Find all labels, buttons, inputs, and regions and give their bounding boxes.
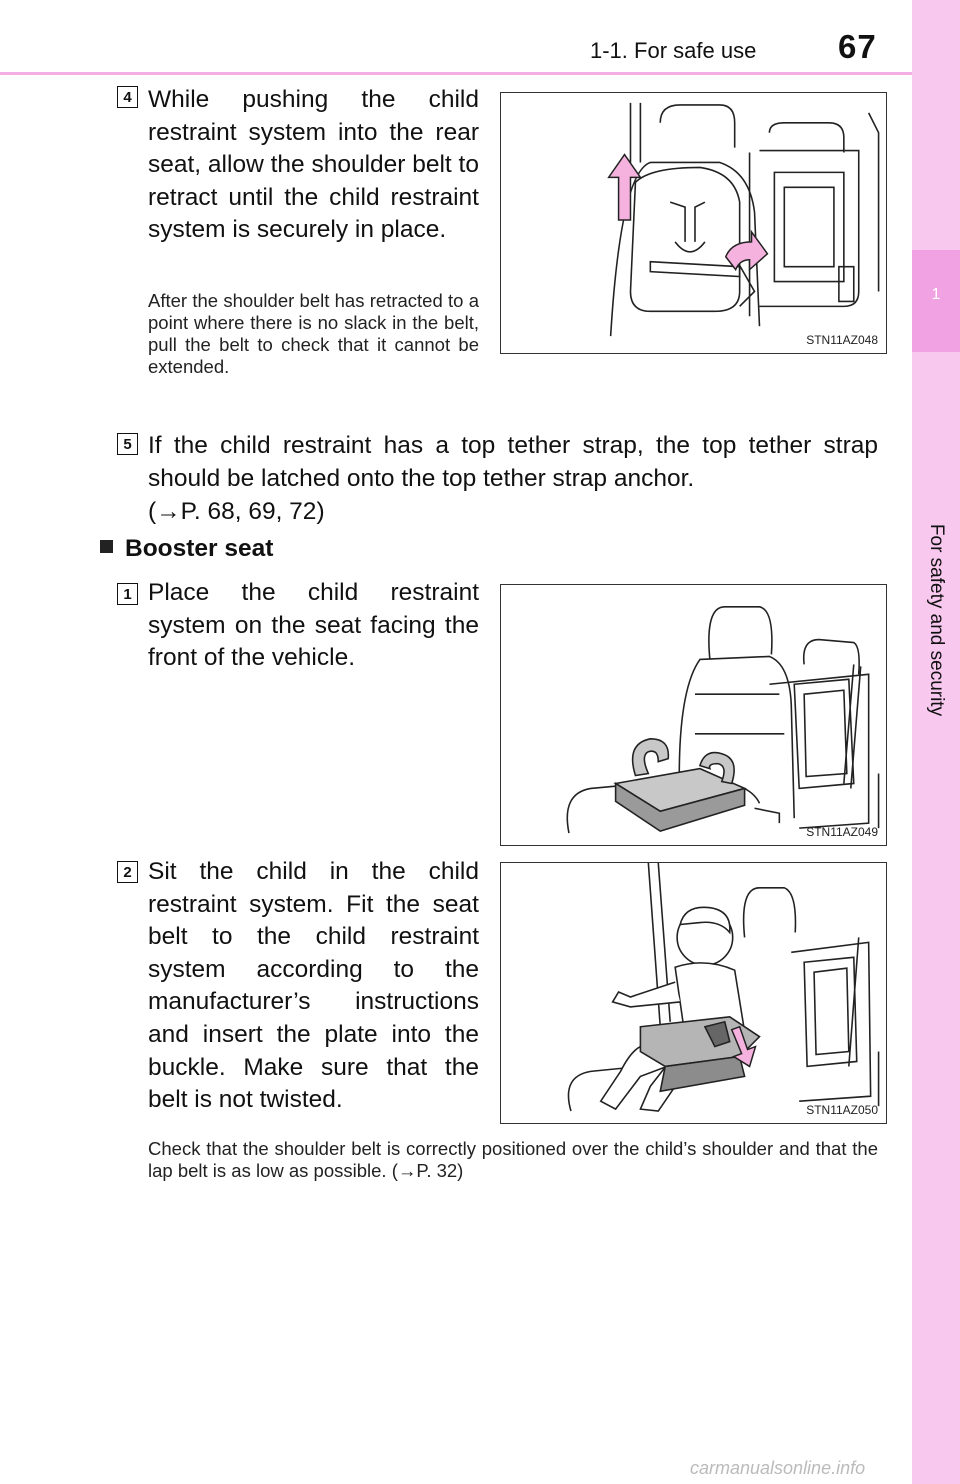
booster-note: Check that the shoulder belt is correctly positioned over the child’s shoulder and that the lap belt is as low as possible. (→P. 32) [148, 1138, 878, 1181]
figure-code: STN11AZ049 [806, 825, 878, 839]
watermark: carmanualsonline.info [690, 1458, 866, 1478]
chapter-side-tab [912, 0, 960, 1484]
child-figure-icon [601, 907, 760, 1111]
section-title: 1-1. For safe use [590, 38, 757, 63]
step-badge-5: 5 [117, 433, 138, 455]
step-4-text: While pushing the child restraint system into the rear seat, allow the shoulder belt to retract until the child restraint system is securely in place. [148, 86, 479, 244]
step-5-reference: (→P. 68, 69, 72) [148, 498, 325, 525]
child-seat-illustration [501, 93, 886, 353]
child-booster-illustration [501, 863, 886, 1123]
arrow-push-icon [726, 232, 768, 270]
figure-code: STN11AZ048 [806, 333, 878, 347]
figure-seat-retract [500, 92, 887, 354]
square-bullet-icon [100, 540, 113, 553]
step-badge-1: 1 [117, 583, 138, 605]
header-divider [0, 72, 912, 75]
booster-step-1-text: Place the child restraint system on the seat facing the front of the vehicle. [148, 579, 479, 672]
chapter-title: For safety and security [926, 523, 947, 717]
figure-code: STN11AZ050 [806, 1103, 878, 1117]
step-badge-2: 2 [117, 861, 138, 883]
booster-seat-illustration [501, 585, 886, 845]
heading-text: Booster seat [125, 535, 274, 562]
step-5-text: If the child restraint has a top tether strap, the top tether strap should be latched onto the top tether strap anchor. [148, 432, 878, 492]
chapter-number: 1 [931, 286, 941, 303]
booster-step-2-text: Sit the child in the child restraint system. Fit the seat belt to the child restraint system according to the manufacturer’s instructions and insert the plate into the buckle. Make sure that the belt is not twisted. [148, 858, 479, 1114]
page-number: 67 [838, 28, 877, 65]
figure-child-in-booster [500, 862, 887, 1124]
booster-seat-heading [100, 535, 273, 563]
step-4-note: After the shoulder belt has retracted to a point where there is no slack in the belt, pull the belt to check that it cannot be extended. [148, 290, 479, 377]
figure-booster-seat [500, 584, 887, 846]
step-badge-4: 4 [117, 86, 138, 108]
